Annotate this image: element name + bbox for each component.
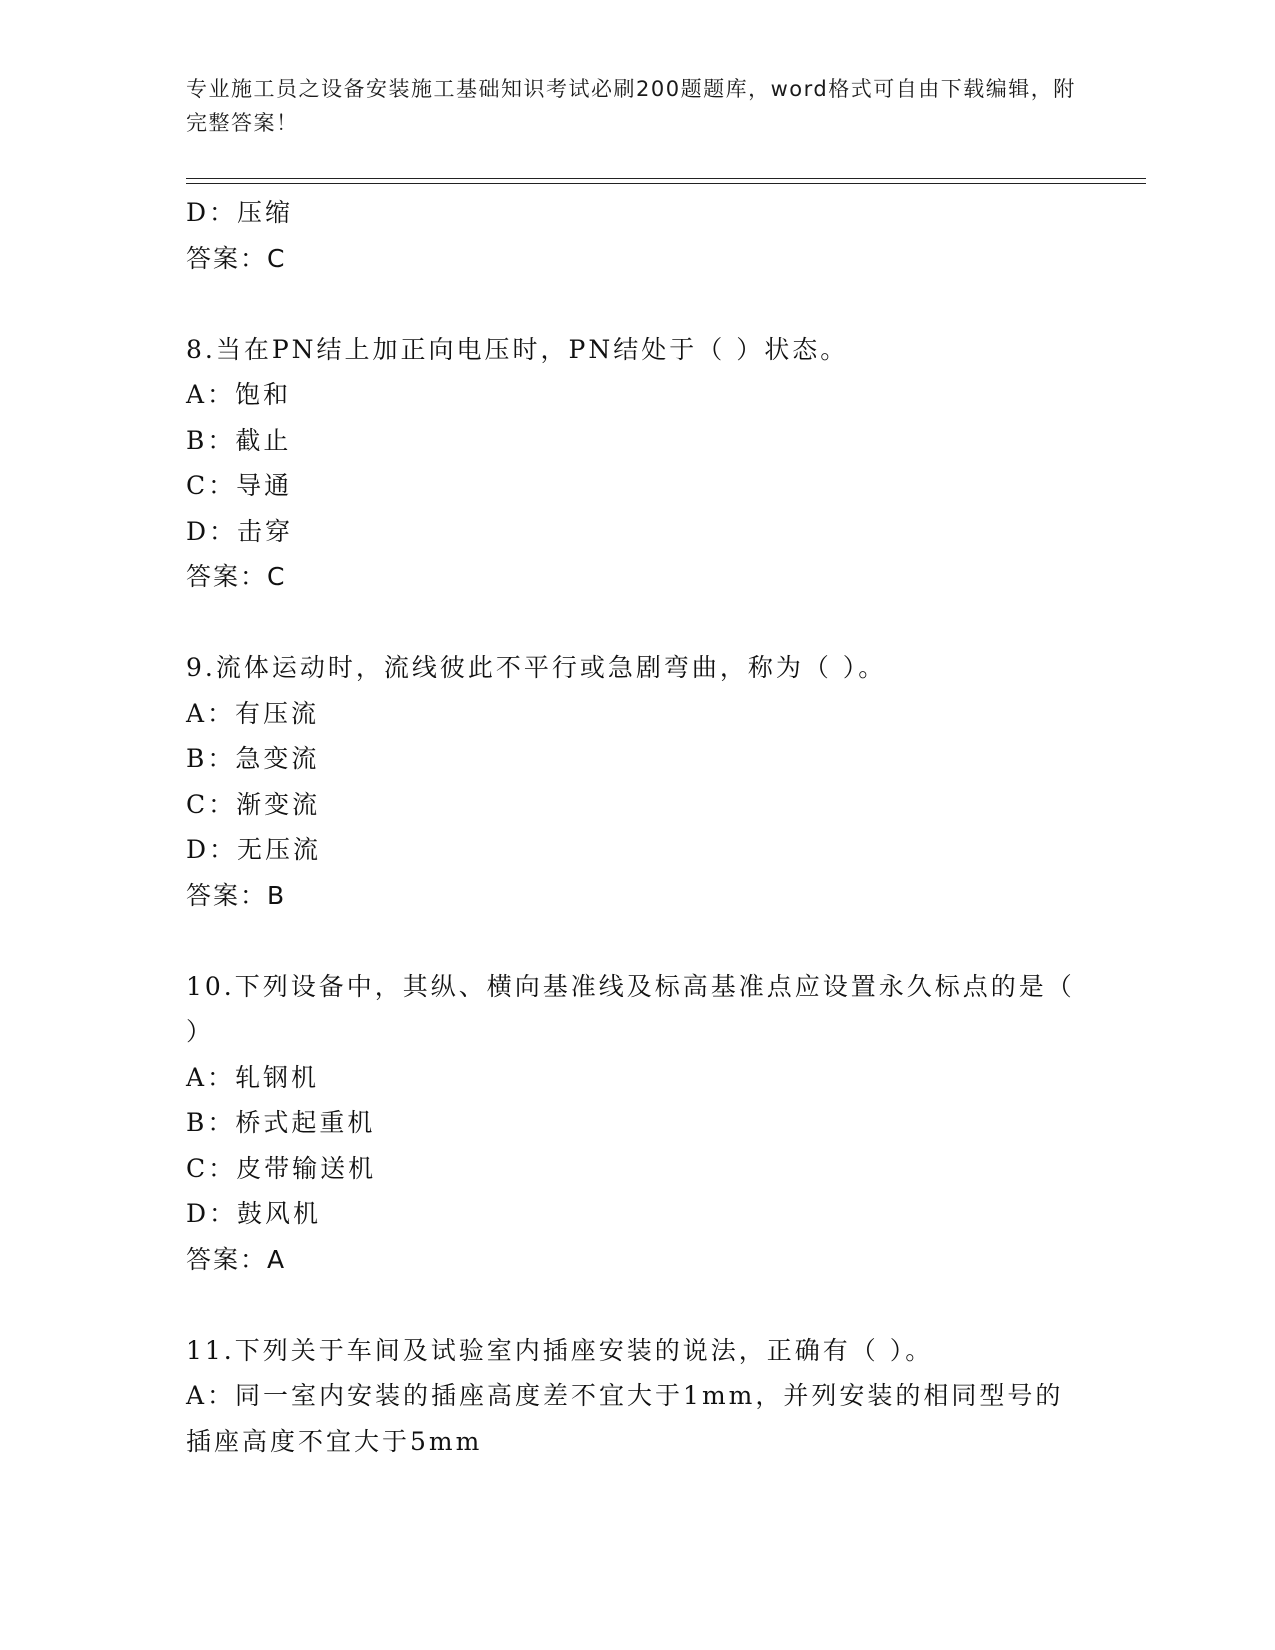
header-rule-bottom <box>186 183 1146 184</box>
question-stem: 9.流体运动时，流线彼此不平行或急剧弯曲，称为（ ）。 <box>186 653 887 682</box>
answer-line: 答案：C <box>186 562 287 591</box>
spacer <box>186 918 1086 964</box>
answer-line: 答案：C <box>186 243 287 273</box>
option-a: A：有压流 <box>186 698 320 728</box>
spacer <box>186 1282 1086 1328</box>
question-11 <box>186 1328 1086 1465</box>
option-d: D：压缩 <box>186 198 294 227</box>
answer-line: 答案：B <box>186 880 287 910</box>
option-b: B：桥式起重机 <box>186 1108 376 1137</box>
question-stem: 11.下列关于车间及试验室内插座安装的说法，正确有（ ）。 <box>186 1335 934 1365</box>
option-d: D：击穿 <box>186 516 294 546</box>
question-8 <box>186 327 1086 600</box>
option-c: C：渐变流 <box>186 789 321 819</box>
option-a: A：饱和 <box>186 380 292 409</box>
option-d: D：无压流 <box>186 835 322 864</box>
option-b: B：截止 <box>186 425 292 455</box>
option-d: D：鼓风机 <box>186 1199 322 1228</box>
spacer <box>186 281 1086 327</box>
option-c: C：皮带输送机 <box>186 1153 377 1183</box>
question-10 <box>186 964 1086 1283</box>
page-header <box>186 72 1086 140</box>
question-9 <box>186 645 1086 918</box>
option-b: B：急变流 <box>186 744 320 773</box>
question-stem: 10.下列设备中，其纵、横向基准线及标高基准点应设置永久标点的是（ ） <box>186 971 1075 1046</box>
question-stem: 8.当在PN结上加正向电压时，PN结处于（ ）状态。 <box>186 334 849 364</box>
option-a: A：轧钢机 <box>186 1062 320 1092</box>
spacer <box>186 600 1086 646</box>
answer-line: 答案：A <box>186 1244 287 1274</box>
question-list <box>186 190 1086 1464</box>
header-rule-top <box>186 178 1146 179</box>
header-title: 专业施工员之设备安装施工基础知识考试必刷200题题库，word格式可自由下载编辑，附完整答案！ <box>186 77 1076 135</box>
option-c: C：导通 <box>186 471 293 500</box>
option-a: A：同一室内安装的插座高度差不宜大于1mm，并列安装的相同型号的插座高度不宜大于5mm <box>186 1381 1064 1456</box>
